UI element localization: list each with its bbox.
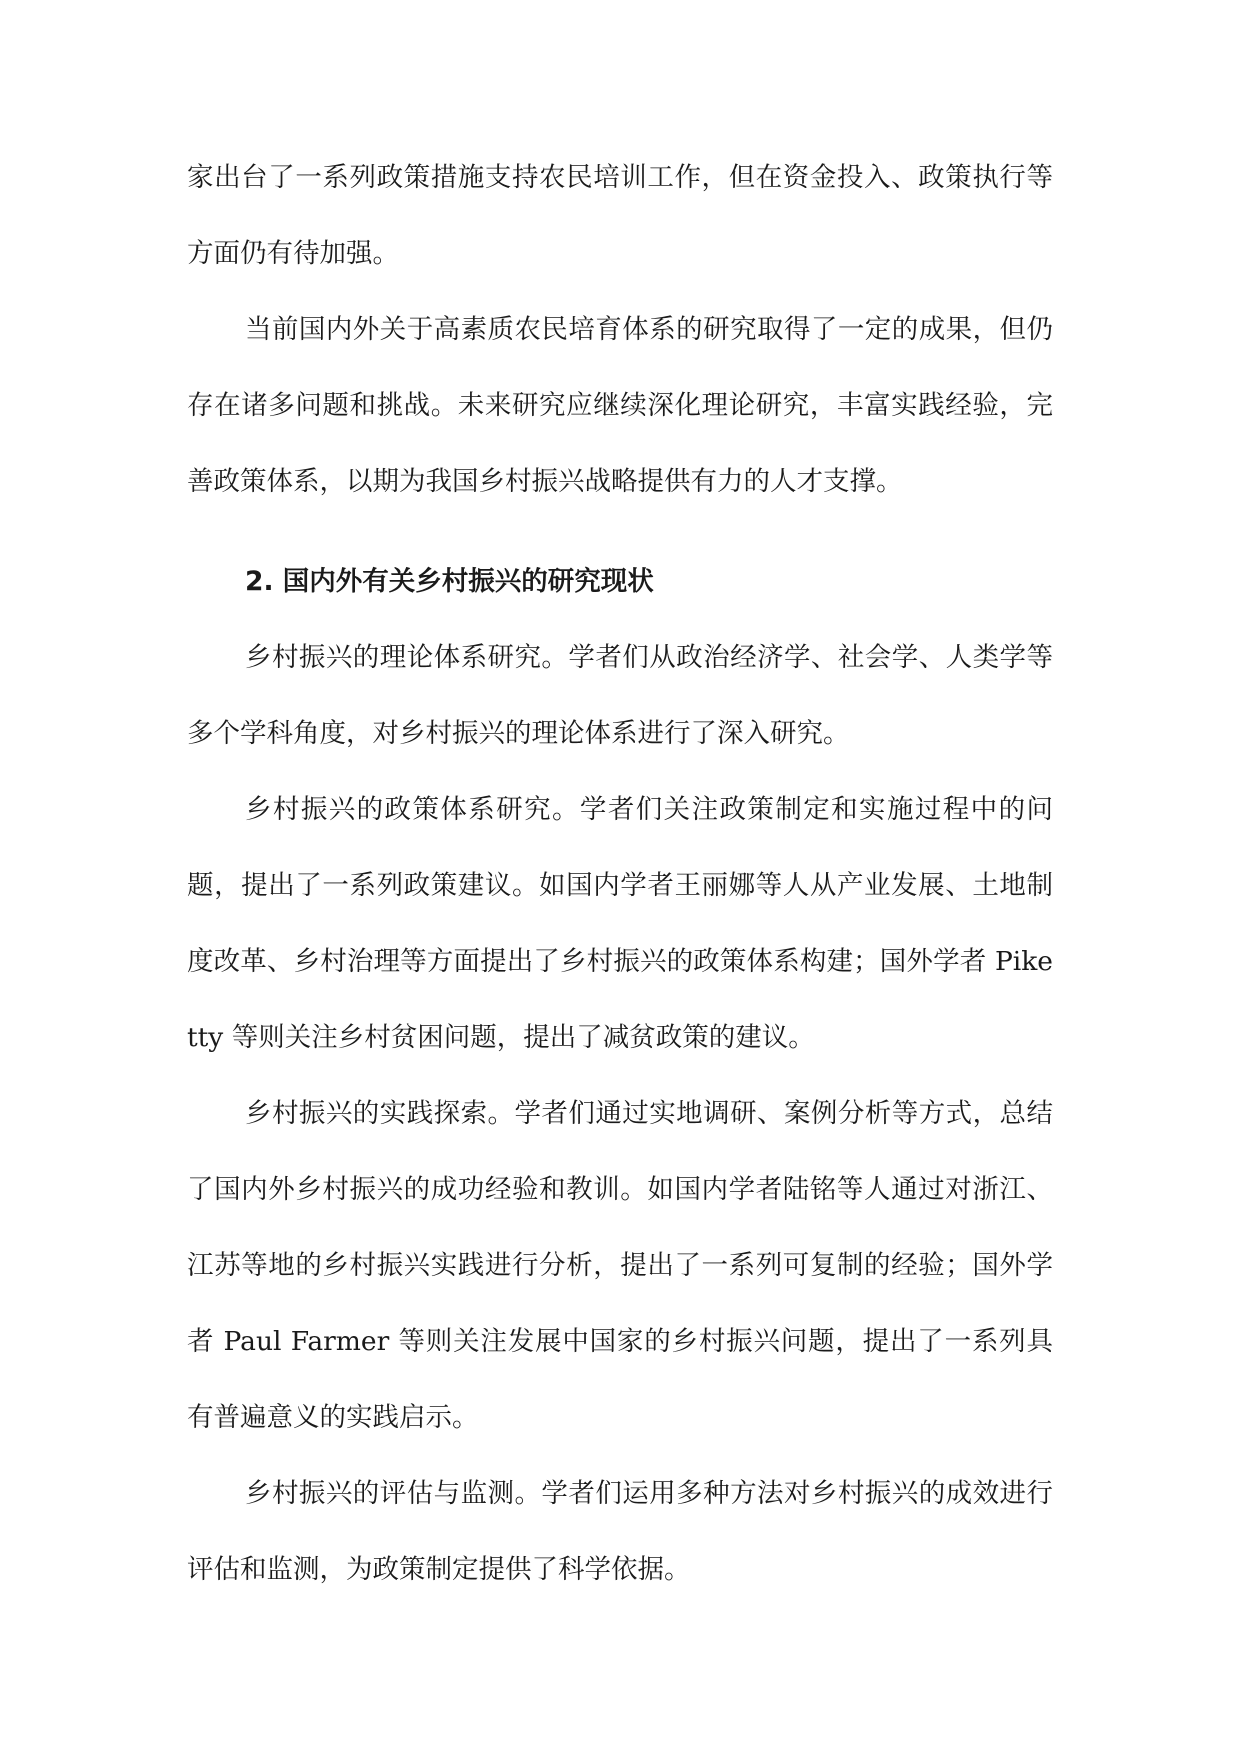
paragraph-continued: 家出台了一系列政策措施支持农民培训工作，但在资金投入、政策执行等方面仍有待加强。: [187, 162, 1053, 269]
paragraph-policy-research: 乡村振兴的政策体系研究。学者们关注政策制定和实施过程中的问题，提出了一系列政策建议。如国内学者王丽娜等人从产业发展、土地制度改革、乡村治理等方面提出了乡村振兴的政策体系构建；国外学者 Piketty 等则关注乡村贫困问题，提出了减贫政策的建议。: [187, 794, 1053, 1053]
paragraph-evaluation-monitoring: 乡村振兴的评估与监测。学者们运用多种方法对乡村振兴的成效进行评估和监测，为政策制定提供了科学依据。: [187, 1478, 1053, 1585]
document-body: [187, 140, 1053, 1608]
paragraph-theory-research: 乡村振兴的理论体系研究。学者们从政治经济学、社会学、人类学等多个学科角度，对乡村振兴的理论体系进行了深入研究。: [187, 642, 1053, 749]
paragraph-practice-exploration: 乡村振兴的实践探索。学者们通过实地调研、案例分析等方式，总结了国内外乡村振兴的成功经验和教训。如国内学者陆铭等人通过对浙江、江苏等地的乡村振兴实践进行分析，提出了一系列可复制的经验；国外学者 Paul Farmer 等则关注发展中国家的乡村振兴问题，提出了一系列具有普遍意义的实践启示。: [187, 1098, 1053, 1433]
section-heading: 2. 国内外有关乡村振兴的研究现状: [245, 566, 654, 597]
paragraph-research-summary: 当前国内外关于高素质农民培育体系的研究取得了一定的成果，但仍存在诸多问题和挑战。未来研究应继续深化理论研究，丰富实践经验，完善政策体系，以期为我国乡村振兴战略提供有力的人才支撑。: [187, 314, 1053, 497]
